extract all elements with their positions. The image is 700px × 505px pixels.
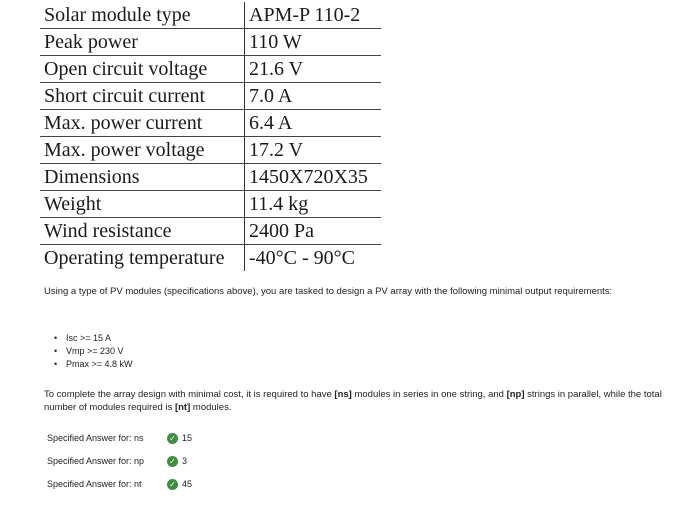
spec-value: 110 W xyxy=(245,29,382,56)
answer-label: Specified Answer for: ns xyxy=(47,433,144,443)
table-row xyxy=(40,110,381,137)
list-item: • Pmax >= 4.8 kW xyxy=(50,358,133,371)
list-item: • Vmp >= 230 V xyxy=(50,345,133,358)
spec-value: 7.0 A xyxy=(245,83,382,110)
answer-row-nt xyxy=(47,477,192,491)
check-icon: ✓ xyxy=(167,479,178,490)
spec-label: Open circuit voltage xyxy=(44,58,208,80)
paragraph-text: modules in series in one string, and xyxy=(351,389,507,400)
spec-label: Dimensions xyxy=(44,166,140,188)
spec-value: 6.4 A xyxy=(245,110,382,137)
spec-table xyxy=(40,2,381,271)
table-row xyxy=(40,191,381,218)
answer-label: Specified Answer for: nt xyxy=(47,479,142,489)
answer-row-ns xyxy=(47,431,192,445)
spec-value: 17.2 V xyxy=(245,137,382,164)
blank-nt: [nt] xyxy=(174,402,191,413)
spec-label: Max. power voltage xyxy=(44,139,205,161)
spec-label: Weight xyxy=(44,193,102,215)
spec-value: 1450X720X35 xyxy=(245,164,382,191)
spec-label: Solar module type xyxy=(44,4,191,26)
requirements-list xyxy=(50,332,133,371)
table-row xyxy=(40,218,381,245)
spec-label: Operating temperature xyxy=(44,247,225,269)
spec-value: 2400 Pa xyxy=(245,218,382,245)
paragraph-text: modules. xyxy=(190,402,232,413)
spec-value: 21.6 V xyxy=(245,56,382,83)
paragraph-text: strings in parallel, while the total number of modules required is xyxy=(44,389,662,413)
table-row xyxy=(40,83,381,110)
list-item: • Isc >= 15 A xyxy=(50,332,133,345)
answer-row-np xyxy=(47,454,187,468)
spec-label: Wind resistance xyxy=(44,220,172,242)
question-paragraph xyxy=(44,388,684,414)
spec-value: APM-P 110-2 xyxy=(245,2,382,29)
table-row xyxy=(40,56,381,83)
answer-value: 3 xyxy=(182,456,188,466)
answer-label: Specified Answer for: np xyxy=(47,456,145,466)
check-icon: ✓ xyxy=(167,456,178,467)
answer-value: 45 xyxy=(182,479,193,489)
table-row xyxy=(40,2,381,29)
table-row xyxy=(40,29,381,56)
check-icon: ✓ xyxy=(167,433,178,444)
table-row xyxy=(40,137,381,164)
spec-value: 11.4 kg xyxy=(245,191,382,218)
question-prompt: Using a type of PV modules (specifications above), you are tasked to design a PV array with the following minimal output requirements: xyxy=(44,286,613,297)
paragraph-text: To complete the array design with minimal cost, it is required to have xyxy=(44,389,335,400)
spec-label: Max. power current xyxy=(44,112,203,134)
table-row xyxy=(40,245,381,272)
spec-label: Short circuit current xyxy=(44,85,206,107)
answer-value: 15 xyxy=(182,433,193,443)
spec-label: Peak power xyxy=(44,31,138,53)
blank-np: [np] xyxy=(506,389,525,400)
table-row xyxy=(40,164,381,191)
blank-ns: [ns] xyxy=(334,389,352,400)
spec-value: -40°C - 90°C xyxy=(245,245,382,272)
